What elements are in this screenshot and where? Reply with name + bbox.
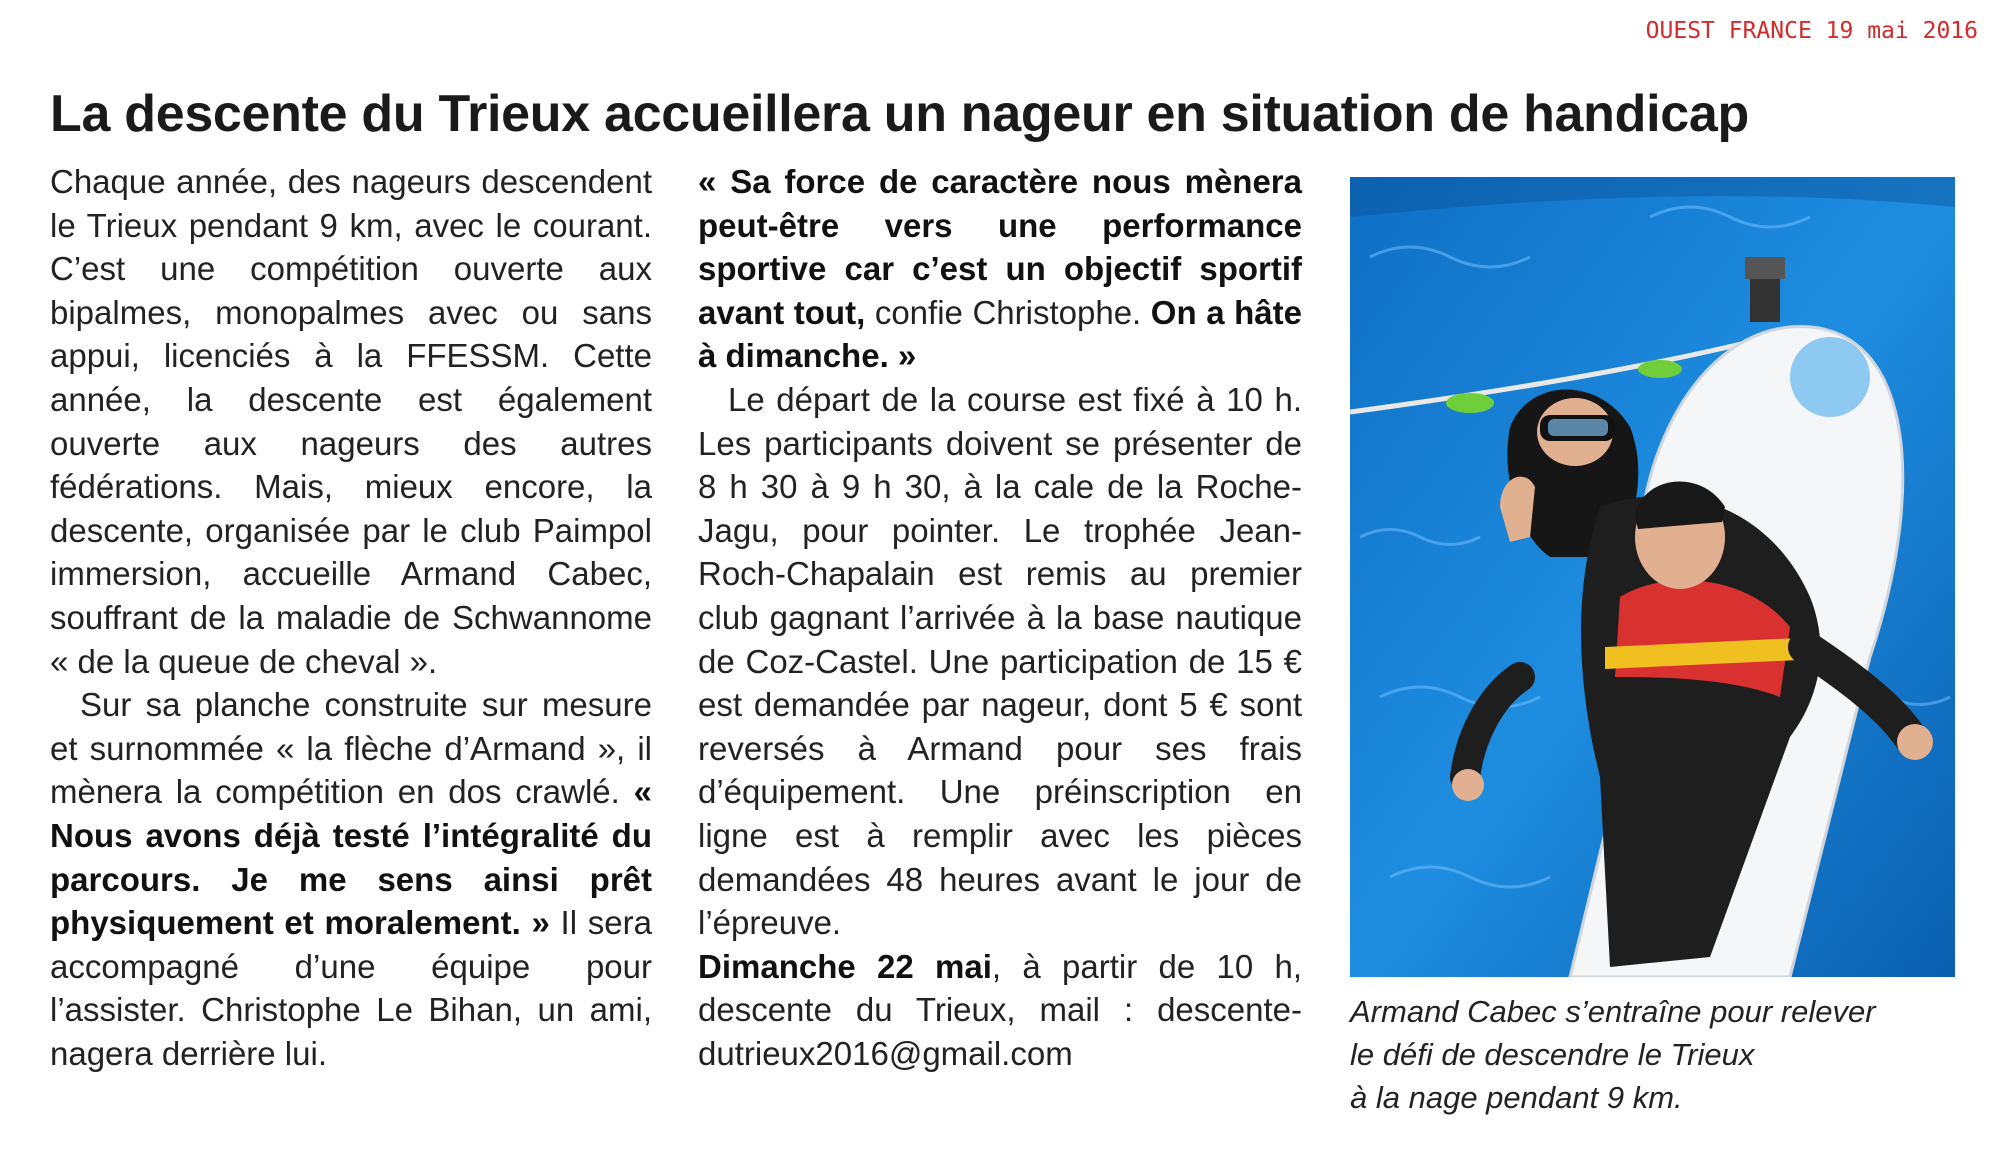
photo-caption [1350,990,1970,1119]
event-date: Dimanche 22 mai [698,947,992,985]
article-column-1 [50,160,652,1075]
paragraph-planche [50,683,652,1075]
photo-illustration [1350,177,1955,977]
quote-armand: « Nous avons déjà testé l’intégralité du parcours. Je me sens ainsi prêt physiquement et moralement. » [50,773,652,942]
article-headline: La descente du Trieux accueillera un nageur en situation de handicap [50,85,1749,143]
event-details: , à partir de 10 h, descente du Trieux, mail : descente-dutrieux2016@gmail.com [698,947,1303,1072]
paragraph-quote-christophe [698,160,1302,378]
caption-line: le défi de descendre le Trieux [1350,1037,1755,1072]
caption-line: à la nage pendant 9 km. [1350,1080,1683,1115]
swimmers-photo [1350,177,1955,977]
quote-christophe-end: On a hâte à dimanche. » [698,293,1302,375]
caption-line: Armand Cabec s’entraîne pour relever [1350,994,1876,1029]
paragraph-depart: Le départ de la course est fixé à 10 h. Les participants doivent se présenter de 8 h 30 à 9 h 30, à la cale de la Roche-Jagu, pour pointer. Le trophée Jean-Roch-Chapalain est remis au premier club gagnant l’arrivée à la base nautique de Coz-Castel. Une participation de 15 € est demandée par nageur, dont 5 € sont reversés à Armand pour ses frais d’équipement. Une préinscription en ligne est à remplir avec les pièces demandées 48 heures avant le jour de l’épreuve. [698,380,1302,942]
newspaper-source: OUEST FRANCE 19 mai 2016 [1645,18,1978,44]
paragraph-text: Il sera accompagné d’une équipe pour l’assister. Christophe Le Bihan, un ami, nagera derrière lui. [50,904,652,1072]
paragraph-intro: Chaque année, des nageurs descendent le Trieux pendant 9 km, avec le courant. C’est une compétition ouverte aux bipalmes, monopalmes avec ou sans appui, licenciés à la FFESSM. Cette année, la descente est également ouverte aux nageurs des autres fédérations. Mais, mieux encore, la descente, organisée par le club Paimpol immersion, accueille Armand Cabec, souffrant de la maladie de Schwannome « de la queue de cheval ». [50,163,652,680]
quote-christophe: « Sa force de caractère nous mènera peut-être vers une performance sportive car c’est un objectif sportif avant tout, [698,163,1302,331]
practical-info [698,945,1302,1076]
article-column-2 [698,160,1302,1075]
paragraph-text: Sur sa planche construite sur mesure et surnommée « la flèche d’Armand », il mènera la compétition en dos crawlé. [50,686,652,811]
quote-attribution: confie Christophe. [865,293,1151,331]
